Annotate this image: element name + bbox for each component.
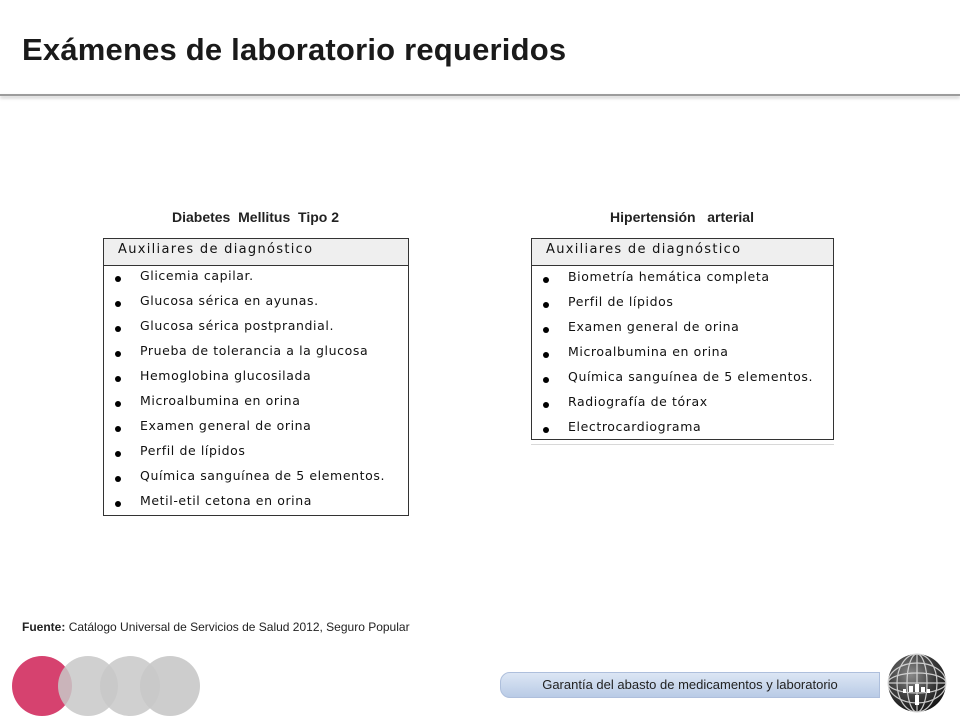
- bullet-icon: [115, 501, 121, 507]
- list-item: [532, 417, 833, 442]
- list-item: [104, 341, 408, 366]
- bullet-icon: [115, 401, 121, 407]
- list-item: [532, 292, 833, 317]
- bullet-icon: [115, 426, 121, 432]
- source-note: [22, 620, 410, 634]
- bullet-icon: [115, 351, 121, 357]
- bullet-icon: [115, 326, 121, 332]
- list-item: [104, 441, 408, 466]
- list-item-label: Biometría hemática completa: [568, 269, 770, 284]
- slide-title: Exámenes de laboratorio requeridos: [22, 32, 567, 67]
- list-item: [104, 291, 408, 316]
- list-item: [104, 391, 408, 416]
- bullet-icon: [115, 301, 121, 307]
- source-text: Catálogo Universal de Servicios de Salud 2012, Seguro Popular: [68, 620, 410, 634]
- list-item-label: Glucosa sérica postprandial.: [140, 318, 335, 333]
- list-item-label: Microalbumina en orina: [140, 393, 301, 408]
- list-item-label: Perfil de lípidos: [568, 294, 674, 309]
- list-item: [104, 366, 408, 391]
- bullet-icon: [543, 352, 549, 358]
- title-divider: [0, 94, 960, 96]
- diabetes-test-list: [104, 266, 408, 516]
- footer-banner: Garantía del abasto de medicamentos y laboratorio: [500, 672, 880, 698]
- bullet-icon: [543, 427, 549, 433]
- bullet-icon: [543, 327, 549, 333]
- bullet-icon: [115, 451, 121, 457]
- list-item-label: Glicemia capilar.: [140, 268, 254, 283]
- list-item: [532, 267, 833, 292]
- list-item-label: Electrocardiograma: [568, 419, 702, 434]
- list-item-label: Prueba de tolerancia a la glucosa: [140, 343, 369, 358]
- list-item-label: Radiografía de tórax: [568, 394, 708, 409]
- list-item-label: Metil-etil cetona en orina: [140, 493, 313, 508]
- diabetes-heading: Diabetes Mellitus Tipo 2: [171, 209, 339, 225]
- decorative-circles: [12, 656, 212, 716]
- list-item: [532, 392, 833, 417]
- hypertension-heading: Hipertensión arterial: [610, 209, 754, 225]
- list-item: [532, 317, 833, 342]
- list-item-label: Glucosa sérica en ayunas.: [140, 293, 319, 308]
- gray-circle-icon: [140, 656, 200, 716]
- list-item-label: Examen general de orina: [140, 418, 312, 433]
- bullet-icon: [543, 277, 549, 283]
- list-item: [104, 266, 408, 291]
- hypertension-box-underline: [531, 444, 834, 445]
- globe-logo-icon: [886, 652, 948, 714]
- bullet-icon: [115, 376, 121, 382]
- list-item: [104, 316, 408, 341]
- list-item-label: Microalbumina en orina: [568, 344, 729, 359]
- hypertension-test-list: [532, 266, 833, 442]
- hypertension-diagnostics-box: [531, 238, 834, 440]
- list-item-label: Hemoglobina glucosilada: [140, 368, 312, 383]
- hypertension-box-title: Auxiliares de diagnóstico: [532, 239, 833, 266]
- diabetes-box-title: Auxiliares de diagnóstico: [104, 239, 408, 266]
- list-item-label: Química sanguínea de 5 elementos.: [140, 468, 386, 483]
- list-item: [104, 491, 408, 516]
- bullet-icon: [115, 476, 121, 482]
- list-item: [104, 466, 408, 491]
- source-label: Fuente:: [22, 620, 66, 634]
- list-item: [532, 367, 833, 392]
- list-item: [532, 342, 833, 367]
- list-item-label: Química sanguínea de 5 elementos.: [568, 369, 814, 384]
- list-item: [104, 416, 408, 441]
- bullet-icon: [543, 402, 549, 408]
- list-item-label: Examen general de orina: [568, 319, 740, 334]
- list-item-label: Perfil de lípidos: [140, 443, 246, 458]
- diabetes-diagnostics-box: [103, 238, 409, 516]
- bullet-icon: [115, 276, 121, 282]
- bullet-icon: [543, 377, 549, 383]
- bullet-icon: [543, 302, 549, 308]
